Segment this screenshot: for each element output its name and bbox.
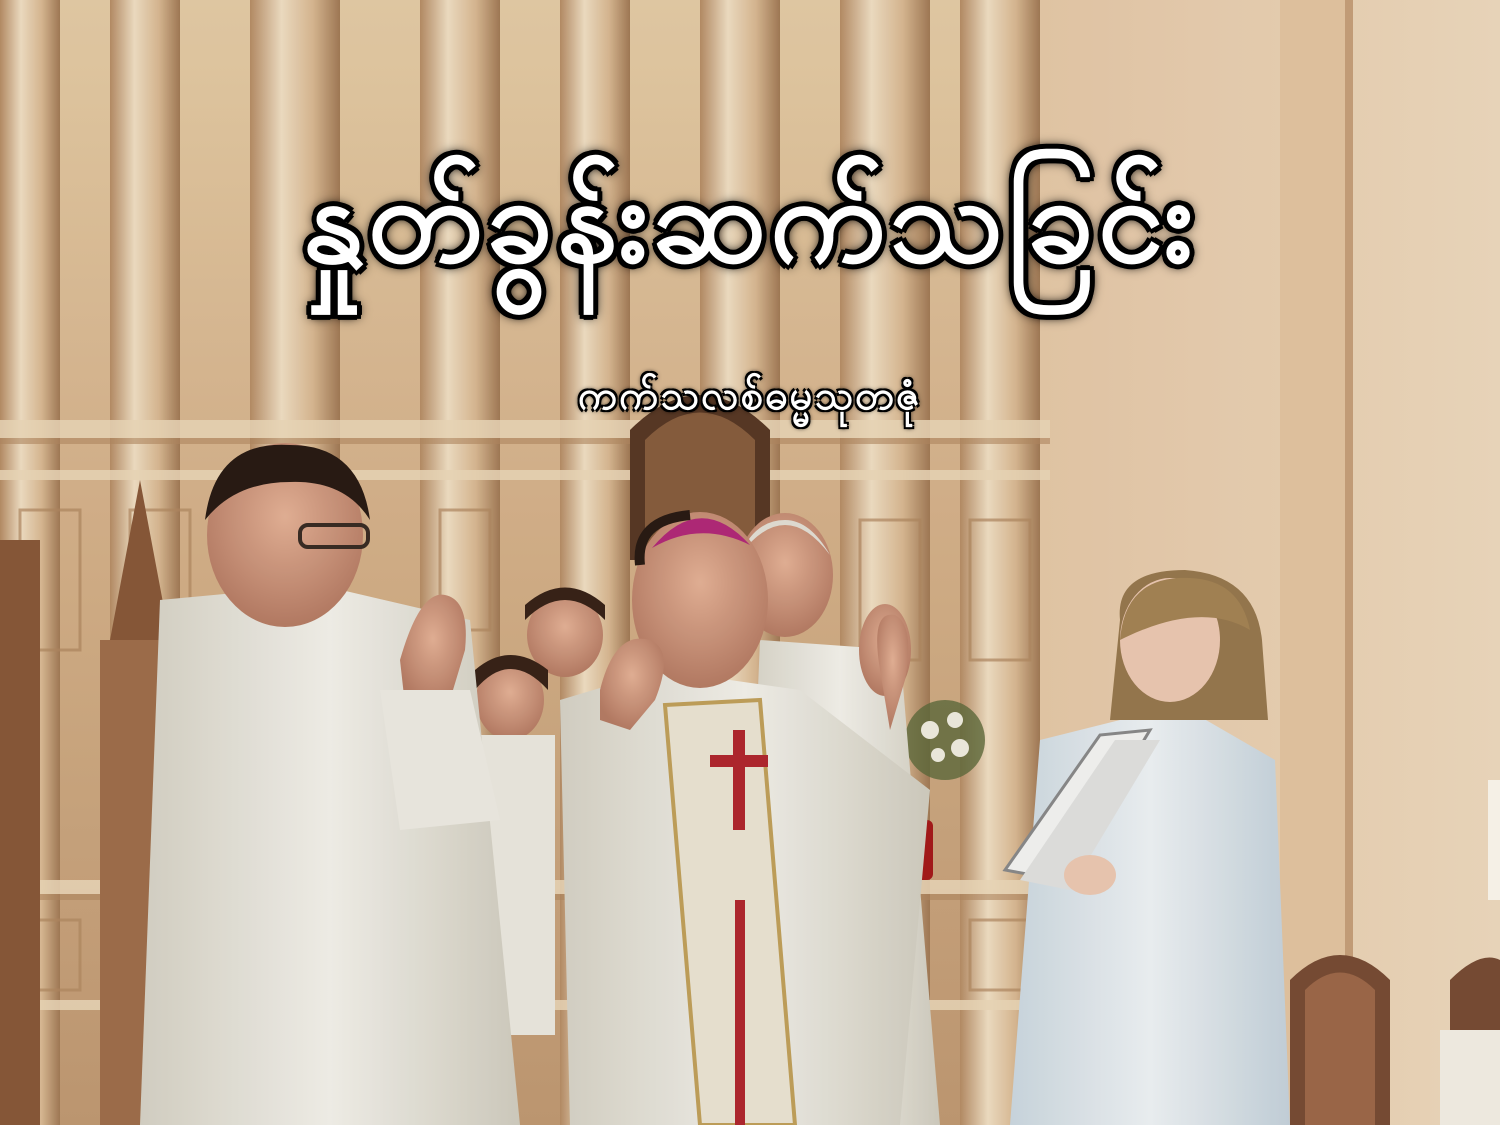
page-title: နှုတ်ခွန်းဆက်သခြင်း bbox=[302, 151, 1198, 289]
page-subtitle: ကက်သလစ်ဓမ္မသုတဇုံ bbox=[578, 373, 922, 419]
